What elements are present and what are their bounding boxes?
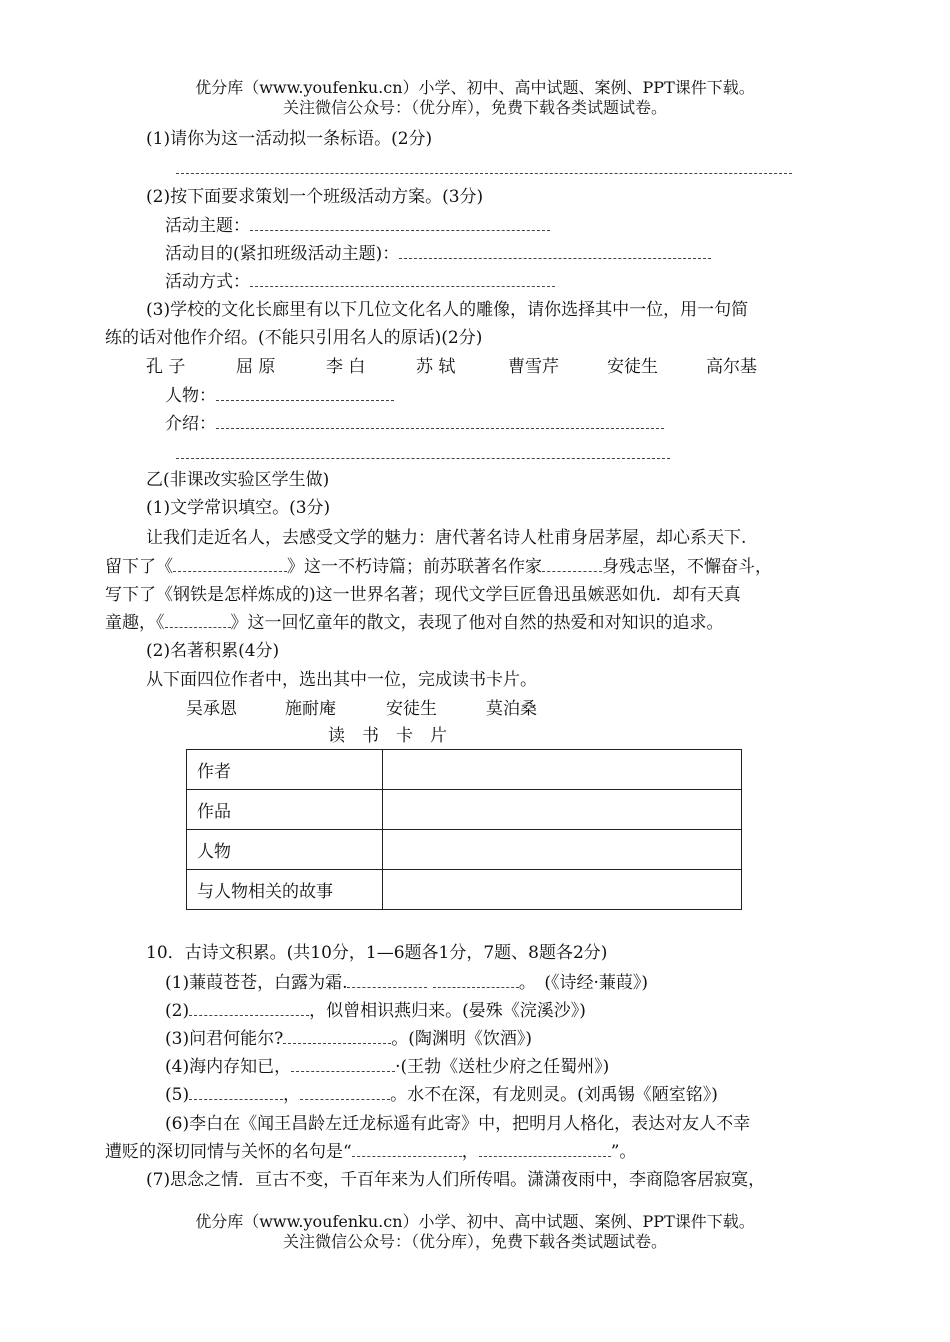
blank-3[interactable] (283, 1029, 391, 1044)
author-吴承恩: 吴承恩 (186, 699, 237, 719)
text-segment: ， (283, 1085, 301, 1105)
part-b-title: 乙(非课改实验区学生做) (146, 470, 330, 490)
card-label-author: 作者 (187, 750, 383, 790)
person-row (165, 385, 394, 407)
footer-line-1: 优分库（www.youfenku.cn）小学、初中、高中试题、案例、PPT课件下载。 (195, 1212, 755, 1231)
figure-苏轼: 苏 轼 (416, 357, 456, 377)
text-segment: (4)海内存知已， (165, 1057, 292, 1077)
q10-item-7: (7)思念之情．亘古不变，千百年来为人们所传唱。潇潇夜雨中，李商隐客居寂寞， (146, 1170, 766, 1190)
figure-屈原: 屈 原 (236, 357, 276, 377)
card-field-story[interactable] (383, 870, 742, 910)
question-a3-line2: 练的话对他作介绍。(不能只引用名人的原话)(2分) (105, 328, 483, 348)
blank-author[interactable] (542, 557, 602, 572)
blank-essay-title[interactable] (165, 613, 231, 628)
activity-purpose-label: 活动目的(紧扣班级活动主题)： (165, 244, 400, 264)
author-莫泊桑: 莫泊桑 (486, 699, 537, 719)
table-row (187, 750, 742, 790)
text-segment: ”。 (610, 1142, 637, 1162)
blank-5b[interactable] (300, 1085, 390, 1100)
q10-item-4 (165, 1056, 609, 1078)
activity-theme-blank[interactable] (250, 216, 550, 231)
figure-孔子: 孔 子 (146, 357, 186, 377)
text-segment: (2) (165, 1001, 190, 1021)
question-b2-instruction: 从下面四位作者中，选出其中一位，完成读书卡片。 (146, 670, 537, 690)
paragraph-b1-line3: 写下了《钢铁是怎样炼成的)这一世界名著；现代文学巨匠鲁迅虽嫉恶如仇．却有天真 (105, 585, 741, 605)
table-row (187, 870, 742, 910)
table-row (187, 830, 742, 870)
question-b2: (2)名著积累(4分) (146, 641, 280, 661)
author-安徒生: 安徒生 (386, 699, 437, 719)
reading-card-table (186, 749, 742, 910)
q10-item-1: (1)蒹葭苍苍，白露为霜. 。 (《诗经·蒹葭》) (165, 973, 649, 993)
blank-6a[interactable] (352, 1142, 462, 1157)
figure-李白: 李 白 (326, 357, 366, 377)
intro-blank-2-row[interactable] (176, 443, 670, 465)
card-field-author[interactable] (383, 750, 742, 790)
activity-method-label: 活动方式： (165, 272, 250, 292)
paragraph-b1-line4 (105, 612, 724, 634)
person-blank[interactable] (216, 386, 394, 401)
header-line-1: 优分库（www.youfenku.cn）小学、初中、高中试题、案例、PPT课件下载。 (195, 78, 755, 97)
text-segment: 》这一不朽诗篇；前苏联著名作家 (287, 557, 542, 577)
card-field-character[interactable] (383, 830, 742, 870)
intro-label: 介绍： (165, 414, 216, 434)
text-segment: 。(陶渊明《饮酒》) (391, 1029, 532, 1049)
blank-2[interactable] (189, 1001, 309, 1016)
q10-item-2 (165, 1000, 586, 1022)
text-segment: (《诗经·蒹葭》) (544, 973, 649, 993)
q10-item-5 (165, 1084, 718, 1106)
text-segment: (5) (165, 1085, 190, 1105)
figure-曹雪芹: 曹雪芹 (508, 357, 559, 377)
text-segment: ，似曾相识燕归来。(晏殊《浣溪沙》) (309, 1001, 586, 1021)
blank-6b[interactable] (479, 1142, 611, 1157)
activity-method-row (165, 271, 555, 293)
figure-安徒生: 安徒生 (607, 357, 658, 377)
text-segment: 身残志坚，不懈奋斗， (602, 557, 772, 577)
intro-blank-1[interactable] (216, 414, 664, 429)
text-segment: 童趣，《 (105, 613, 165, 633)
blank-4[interactable] (291, 1057, 395, 1072)
author-施耐庵: 施耐庵 (285, 699, 336, 719)
question-a1: (1)请你为这一活动拟一条标语。(2分) (146, 129, 433, 149)
footer-line-2: 关注微信公众号：（优分库），免费下载各类试题试卷。 (282, 1232, 667, 1251)
activity-purpose-row (165, 243, 711, 265)
activity-theme-row (165, 215, 550, 237)
q10-item-3 (165, 1028, 532, 1050)
text-segment: (1)蒹葭苍苍，白露为霜. (165, 973, 348, 993)
blank-poem-title[interactable] (173, 557, 287, 572)
question-b1: (1)文学常识填空。(3分) (146, 498, 331, 518)
paragraph-b1-line2 (105, 556, 772, 578)
figure-高尔基: 高尔基 (706, 357, 757, 377)
card-label-story: 与人物相关的故事 (187, 870, 383, 910)
question-a2: (2)按下面要求策划一个班级活动方案。(3分) (146, 187, 484, 207)
text-segment: (3)问君何能尔? (165, 1029, 284, 1049)
card-label-character: 人物 (187, 830, 383, 870)
activity-method-blank[interactable] (250, 272, 555, 287)
table-row (187, 790, 742, 830)
text-segment: 遭贬的深切同情与关怀的名句是“ (105, 1142, 352, 1162)
answer-blank-slogan[interactable] (176, 158, 792, 180)
blank-1a[interactable] (347, 973, 427, 988)
question-a3-line1: (3)学校的文化长廊里有以下几位文化名人的雕像，请你选择其中一位，用一句简 (146, 300, 749, 320)
question-10-title: 10．古诗文积累。(共10分，1—6题各1分，7题、8题各2分) (146, 943, 608, 963)
paragraph-b1-line1: 让我们走近名人，去感受文学的魅力：唐代著名诗人杜甫身居茅屋，却心系天下. (146, 528, 747, 548)
blank-5a[interactable] (189, 1085, 283, 1100)
text-segment: ， (461, 1142, 479, 1162)
person-label: 人物： (165, 386, 216, 406)
card-field-work[interactable] (383, 790, 742, 830)
activity-purpose-blank[interactable] (399, 244, 711, 259)
blank-1b[interactable] (433, 973, 519, 988)
card-label-work: 作品 (187, 790, 383, 830)
text-segment: 》这一回忆童年的散文，表现了他对自然的热爱和对知识的追求。 (230, 613, 724, 633)
text-segment: 。水不在深，有龙则灵。(刘禹锡《陋室铭》) (390, 1085, 718, 1105)
activity-theme-label: 活动主题： (165, 216, 250, 236)
q10-item-6-line2 (105, 1141, 636, 1163)
q10-item-6-line1: (6)李白在《闻王昌龄左迁龙标遥有此寄》中，把明月人格化，表达对友人不幸 (165, 1114, 751, 1134)
text-segment: 留下了《 (105, 557, 173, 577)
header-line-2: 关注微信公众号：（优分库），免费下载各类试题试卷。 (282, 98, 667, 117)
reading-card-title: 读 书 卡 片 (328, 726, 447, 746)
intro-row (165, 413, 664, 435)
text-segment: ·(王勃《送杜少府之任蜀州》) (395, 1057, 610, 1077)
